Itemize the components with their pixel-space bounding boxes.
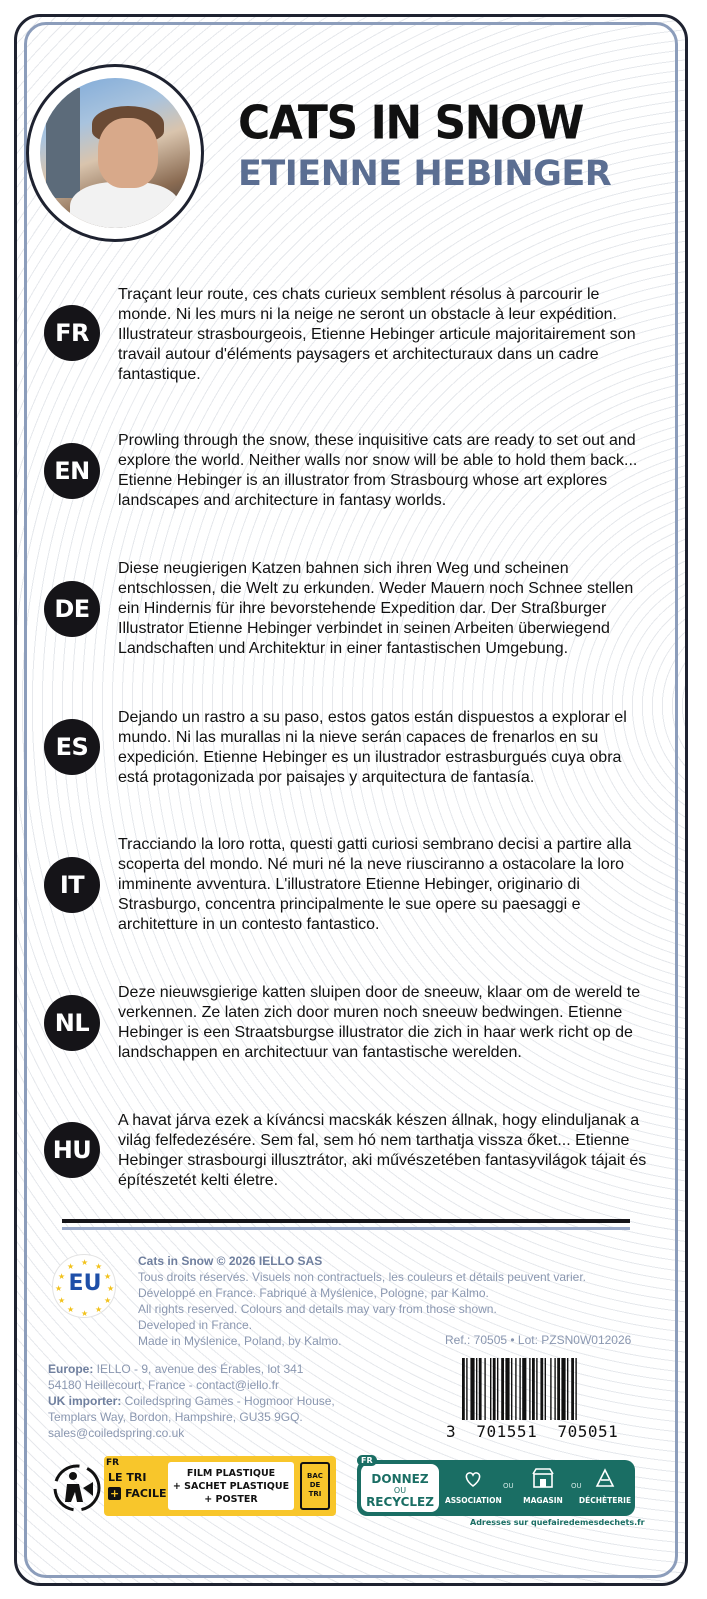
eu-star-icon: ★: [107, 1284, 115, 1293]
eu-star-icon: ★: [67, 1305, 75, 1314]
facile-text: FACILE: [125, 1487, 167, 1500]
bin-label-2: DE: [309, 1481, 321, 1489]
lang-badge-it: IT: [44, 857, 100, 913]
dump-icon: [593, 1466, 617, 1490]
reference-lot: Ref.: 70505 • Lot: PZSN0W012026: [445, 1333, 632, 1347]
barcode-bar: [529, 1358, 530, 1420]
eu-star-icon: ★: [95, 1305, 103, 1314]
barcode-bar: [545, 1358, 546, 1420]
lang-badge-es: ES: [44, 719, 100, 775]
barcode-bar: [536, 1358, 537, 1420]
barcode-bar: [484, 1358, 485, 1420]
europe-line2: 54180 Heillecourt, France - contact@iello.fr: [48, 1378, 279, 1392]
addresses: [48, 1361, 428, 1441]
fr-rights: Tous droits réservés. Visuels non contractuels, les couleurs et détails peuvent varier.: [138, 1270, 587, 1284]
eu-star-icon: ★: [58, 1272, 66, 1281]
ou-text: OU: [393, 1486, 407, 1495]
barcode-bar: [571, 1358, 574, 1420]
decheterie-label: DÉCHÈTERIE: [578, 1496, 632, 1505]
sachet-plastique: + SACHET PLASTIQUE: [172, 1480, 290, 1492]
eu-logo: [52, 1254, 116, 1318]
description-nl: Deze nieuwsgierige katten sluipen door de sneeuw, klaar om de wereld te verkennen. Ze laten zich door muren noch sneeuw bedwingen. Etienne Hebinger is een Straatsburgse illustrator die zich in haar werk richt op de landschappen en architectuur van fantastische werelden.: [118, 984, 641, 1061]
donnez-text: DONNEZ: [371, 1472, 429, 1486]
eu-label: EU: [68, 1271, 102, 1296]
barcode-bar: [466, 1358, 467, 1420]
uk-line1: Coiledspring Games - Hogmoor House,: [121, 1394, 335, 1408]
eu-star-icon: ★: [67, 1262, 75, 1271]
barcode-bar: [476, 1358, 477, 1420]
barcode-bar: [557, 1358, 560, 1420]
recycling-bin-icon: [300, 1462, 330, 1510]
barcode-bar: [540, 1358, 543, 1420]
description-hu: A havat járva ezek a kíváncsi macskák készen állnak, hogy elinduljanak a világ felfedezésére. Sem fal, sem hó nem tarthatja vissza őket... Etienne Hebinger strasbourgi illusztrátor, aki művészetében fantasyvilágok tájait és építészetét kelti életre.: [118, 1112, 647, 1189]
lang-badge-en: EN: [44, 443, 100, 499]
barcode-bar: [519, 1358, 520, 1420]
le-tri-label: [108, 1470, 168, 1502]
film-plastique: FILM PLASTIQUE: [186, 1467, 276, 1479]
barcode-bar: [511, 1358, 512, 1420]
barcode-bar: [567, 1358, 568, 1420]
barcode-digits: 3 701551 705051: [446, 1422, 619, 1441]
le-tri-facile-box: [104, 1456, 336, 1516]
lang-badge-nl: NL: [44, 995, 100, 1051]
eu-star-icon: ★: [55, 1284, 63, 1293]
le-tri-text: LE TRI: [108, 1471, 147, 1484]
barcode-bar: [515, 1358, 516, 1420]
lang-badge-de: DE: [44, 581, 100, 637]
description-fr: Traçant leur route, ces chats curieux semblent résolus à parcourir le monde. Ni les murs ni la neige ne seront un obstacle à leur expédition. Illustrateur strasbourgeois, Etienne Hebinger articule majoritairement son travail autour d'éléments paysagers et architecturaux dans un cadre fantastique.: [118, 286, 636, 383]
lang-badge-hu: HU: [44, 1122, 100, 1178]
barcode: [462, 1358, 630, 1420]
photo-face: [98, 118, 158, 188]
magasin-label: MAGASIN: [523, 1496, 563, 1505]
europe-line1: IELLO - 9, avenue des Érables, lot 341: [93, 1362, 304, 1376]
photo-shirt: [70, 182, 180, 228]
uk-label: UK importer:: [48, 1394, 122, 1408]
product-title: CATS IN SNOW: [238, 96, 583, 151]
packaging-list: [168, 1462, 294, 1510]
barcode-bar: [479, 1358, 482, 1420]
association-option: [445, 1466, 501, 1512]
eu-star-icon: ★: [104, 1296, 112, 1305]
divider-dark: [62, 1219, 630, 1223]
en-developed: Developed in France.: [138, 1318, 253, 1332]
recyclez-text: RECYCLEZ: [366, 1495, 434, 1509]
adresses-link: Adresses sur quefairedemesdechets.fr: [470, 1518, 645, 1527]
eu-star-icon: ★: [58, 1296, 66, 1305]
eu-star-icon: ★: [81, 1258, 89, 1267]
heart-hand-icon: [461, 1466, 485, 1490]
eu-star-icon: ★: [104, 1272, 112, 1281]
donnez-recyclez-label: [361, 1464, 439, 1512]
en-made: Made in Myślenice, Poland, by Kalmo.: [138, 1334, 342, 1348]
barcode-bar: [470, 1358, 474, 1420]
magasin-option: [515, 1466, 571, 1512]
copyright: Cats in Snow © 2026 IELLO SAS: [138, 1254, 323, 1268]
poster: + POSTER: [204, 1493, 258, 1505]
barcode-bar: [561, 1358, 565, 1420]
en-rights: All rights reserved. Colours and details may vary from those shown.: [138, 1302, 497, 1316]
uk-line2: Templars Way, Bordon, Hampshire, GU35 9GQ.: [48, 1410, 303, 1424]
barcode-bar: [532, 1358, 535, 1420]
barcode-bar: [550, 1358, 551, 1420]
europe-label: Europe:: [48, 1362, 94, 1376]
author-photo: [40, 78, 190, 228]
description-it: Tracciando la loro rotta, questi gatti curiosi sembrano decisi a partire alla scoperta del mondo. Né muri né la neve riusciranno a ostacolare la loro imminente avventura. L'illustratore Etienne Hebinger, originario di Strasburgo, concentra principalmente le sue opere su paesaggi e architetture in un contesto fantastico.: [118, 836, 632, 933]
description-en: Prowling through the snow, these inquisitive cats are ready to set out and explore the world. Neither walls nor snow will be able to hold them back... Etienne Hebinger is an illustrator from Strasbourg whose art explores landscapes and architecture in fantasy worlds.: [118, 432, 638, 509]
barcode-bar: [497, 1358, 498, 1420]
uk-line3: sales@coiledspring.co.uk: [48, 1426, 185, 1440]
author-name: ETIENNE HEBINGER: [238, 154, 612, 194]
association-label: ASSOCIATION: [445, 1496, 502, 1505]
description-de: Diese neugierigen Katzen bahnen sich ihren Weg und scheinen entschlossen, die Welt zu erkunden. Weder Mauern noch Schnee stellen ein Hindernis für ihre bevorstehende Expedition dar. Der Straßburger Illustrator Etienne Hebinger verbindet in seinen Arbeiten überwiegend Landschaften und Architektur in einer fantastischen Umgebung.: [118, 560, 634, 657]
divider-light: [62, 1227, 630, 1230]
barcode-bar: [522, 1358, 526, 1420]
photo-building: [46, 88, 80, 198]
barcode-bar: [554, 1358, 555, 1420]
barcode-bar: [493, 1358, 496, 1420]
shop-icon: [531, 1466, 555, 1490]
fr-made: Développé en France. Fabriqué à Myślenice, Pologne, par Kalmo.: [138, 1286, 489, 1300]
barcode-bar: [490, 1358, 491, 1420]
eu-star-icon: ★: [81, 1309, 89, 1318]
ou-separator: OU: [503, 1482, 514, 1490]
bin-label-3: TRI: [308, 1490, 322, 1498]
barcode-bar: [501, 1358, 504, 1420]
plus-icon: +: [110, 1487, 120, 1500]
lang-badge-fr: FR: [44, 305, 100, 361]
decheterie-option: [577, 1466, 633, 1512]
fr-tag: FR: [106, 1458, 120, 1468]
barcode-bar: [505, 1358, 509, 1420]
eu-star-icon: ★: [95, 1262, 103, 1271]
fr-tag: FR: [357, 1455, 377, 1466]
description-es: Dejando un rastro a su paso, estos gatos están dispuestos a explorar el mundo. Ni las murallas ni la nieve serán capaces de frenarlos en su expedición. Etienne Hebinger es un ilustrador estrasburgués cuya obra está protagonizada por paisajes y arquitectura de fantasía.: [118, 709, 627, 786]
ou-separator: OU: [571, 1482, 582, 1490]
barcode-bar: [462, 1358, 465, 1420]
barcode-bar: [575, 1358, 576, 1420]
bin-label-1: BAC: [307, 1472, 323, 1480]
triman-recycle-icon: [53, 1462, 101, 1514]
donnez-recyclez-box: [357, 1460, 635, 1516]
